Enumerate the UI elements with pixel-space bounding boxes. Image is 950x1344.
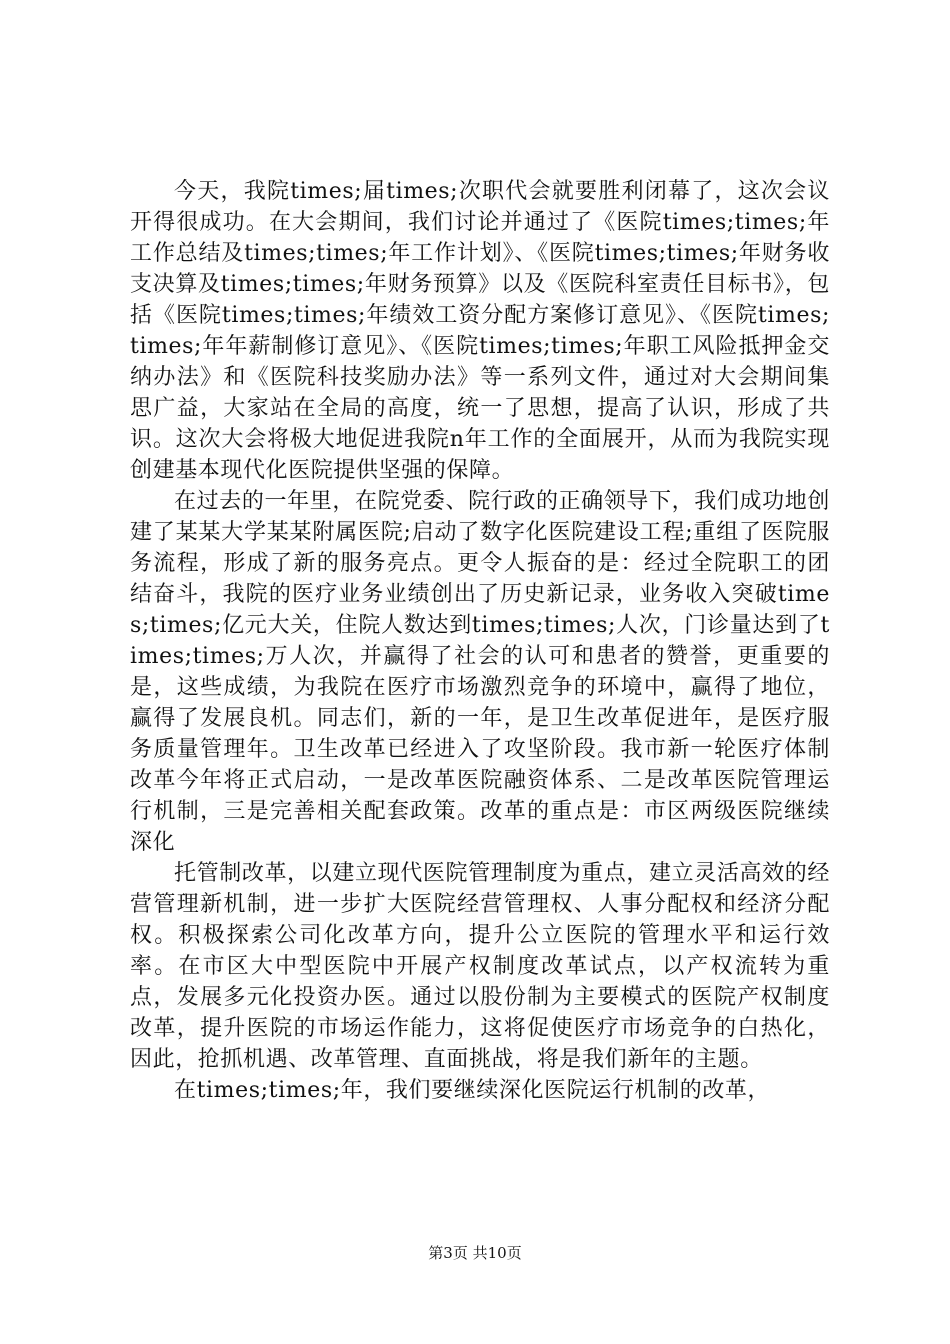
page-number-footer: 第3页 共10页 — [428, 1244, 522, 1262]
paragraph-4: 在times;times;年，我们要继续深化医院运行机制的改革， — [174, 1078, 771, 1103]
paragraph-1: 今天，我院times;届times;次职代会就要胜利闭幕了，这次会议开得很成功。在大会期间，我们讨论并通过了《医院times;times;年工作总结及times;times;年工作计划》、《医院times;times;年财务收支决算及times;times;年财务预算》以及《医院科室责任目标书》，包括《医院times;times;年绩效工资分配方案修订意见》、《医院times;times;年年薪制修订意见》、《医院times;times;年职工风险抵押金交纳办法》和《医院科技奖励办法》等一系列文件，通过对大会期间集思广益，大家站在全局的高度，统一了思想，提高了认识，形成了共识。这次大会将极大地促进我院n年工作的全面展开，从而为我院实现创建基本现代化医院提供坚强的保障。 — [130, 179, 830, 483]
paragraph-3: 托管制改革，以建立现代医院管理制度为重点，建立灵活高效的经营管理新机制，进一步扩大医院经营管理权、人事分配权和经济分配权。积极探索公司化改革方向，提升公立医院的管理水平和运行效率。在市区大中型医院中开展产权制度改革试点，以产权流转为重点，发展多元化投资办医。通过以股份制为主要模式的医院产权制度改革，提升医院的市场运作能力，这将促使医疗市场竞争的白热化，因此，抢抓机遇、改革管理、直面挑战，将是我们新年的主题。 — [130, 861, 830, 1072]
document-body — [130, 176, 830, 1106]
paragraph-2: 在过去的一年里，在院党委、院行政的正确领导下，我们成功地创建了某某大学某某附属医院;启动了数字化医院建设工程;重组了医院服务流程，形成了新的服务亮点。更令人振奋的是：经过全院职工的团结奋斗，我院的医疗业务业绩创出了历史新记录，业务收入突破times;times;亿元大关，住院人数达到times;times;人次，门诊量达到了times;times;万人次，并赢得了社会的认可和患者的赞誉，更重要的是，这些成绩，为我院在医疗市场激烈竞争的环境中，赢得了地位，赢得了发展良机。同志们，新的一年，是卫生改革促进年，是医疗服务质量管理年。卫生改革已经进入了攻坚阶段。我市新一轮医疗体制改革今年将正式启动，一是改革医院融资体系、二是改革医院管理运行机制，三是完善相关配套政策。改革的重点是：市区两级医院继续深化 — [130, 489, 830, 855]
